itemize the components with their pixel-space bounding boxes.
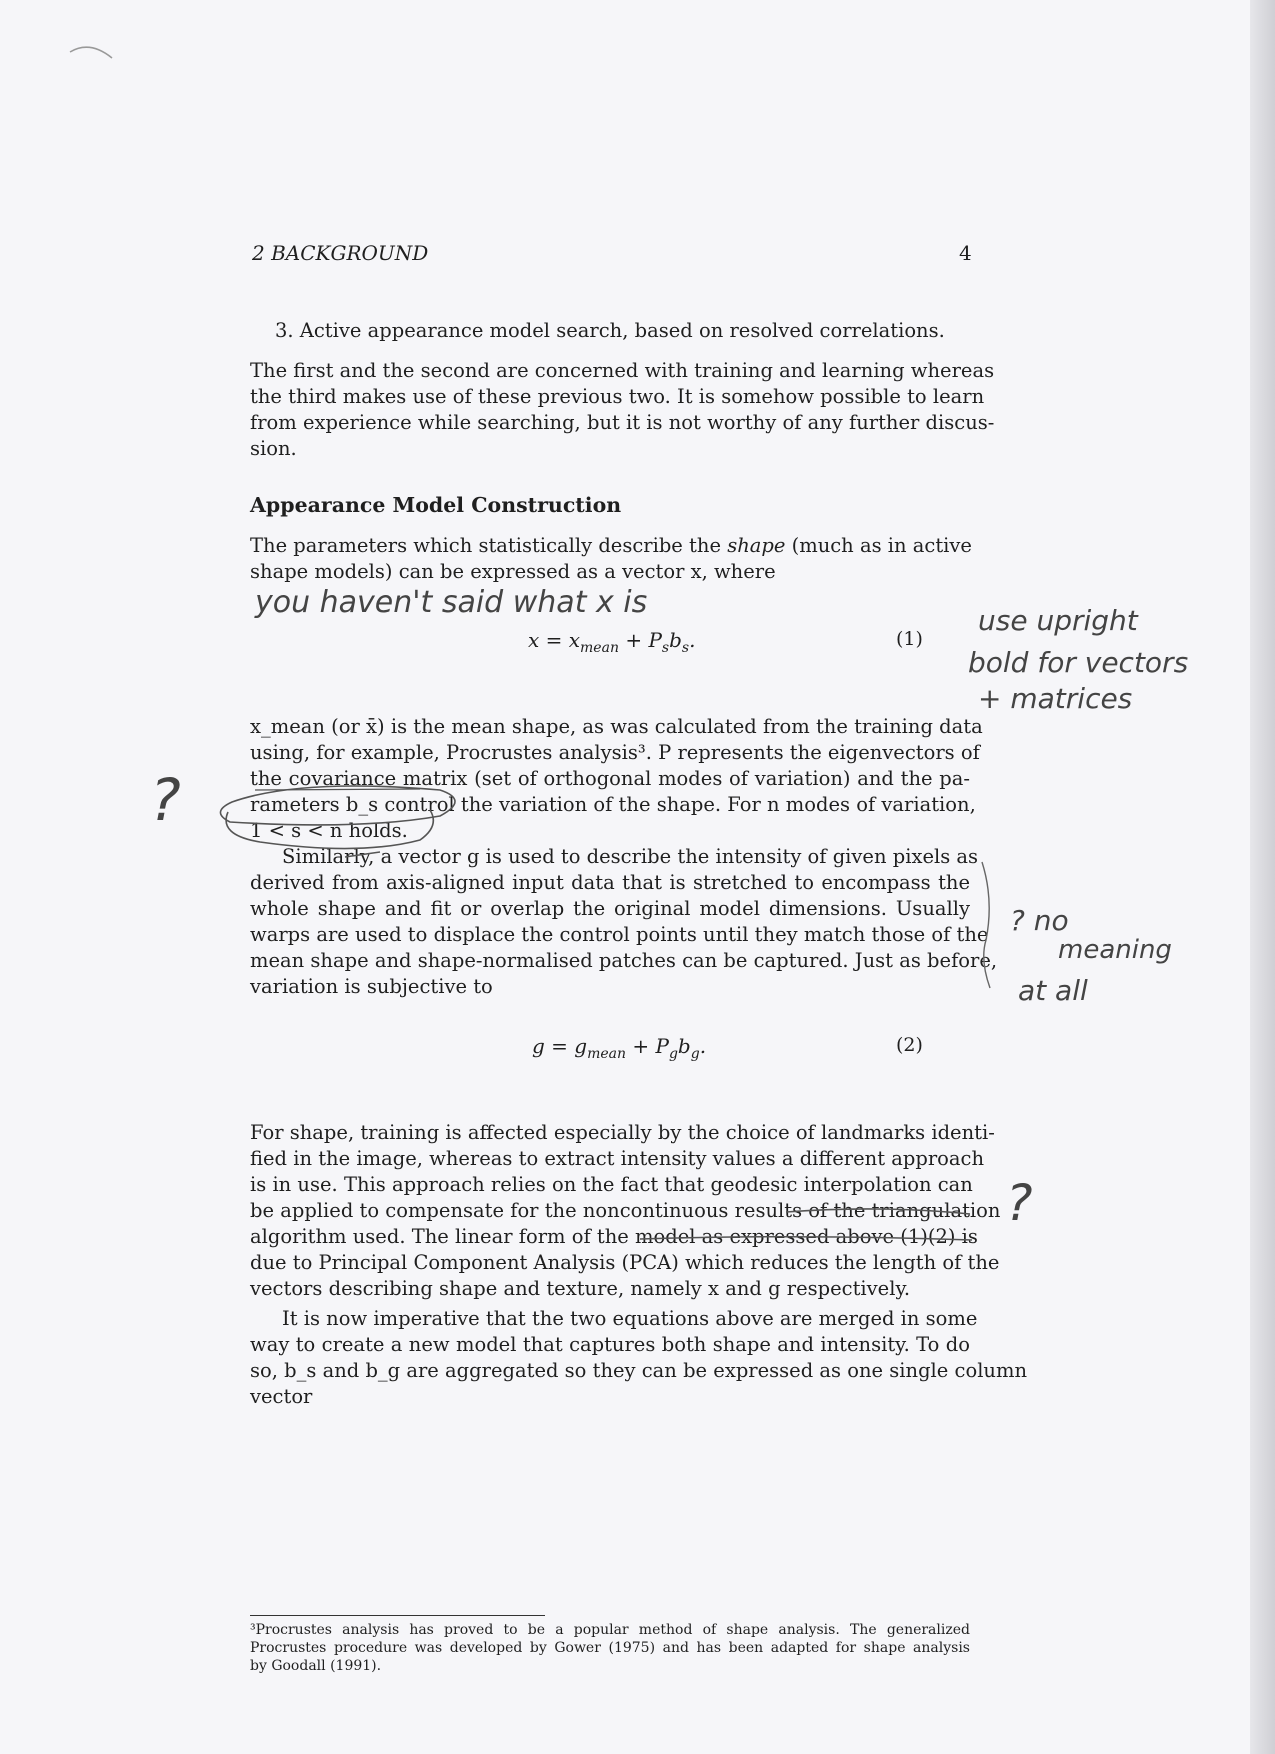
para1-line2: the third makes use of these previous two. It is somehow possible to learn — [250, 385, 985, 408]
para3-line1: x_mean (or x̄) is the mean shape, as was calculated from the training data — [250, 715, 983, 738]
running-header-section: 2 BACKGROUND — [252, 241, 429, 265]
para5-line6: due to Principal Component Analysis (PCA) which reduces the length of the — [250, 1251, 1000, 1274]
para5-line2: fied in the image, whereas to extract intensity values a different approach — [250, 1147, 985, 1170]
para3-line2: using, for example, Procrustes analysis³. P represents the eigenvectors of — [250, 741, 980, 764]
para5-line4: be applied to compensate for the noncontinuous results of the triangulation — [250, 1199, 1001, 1222]
handwritten-note-x-undefined: you haven't said what x is — [255, 585, 648, 620]
para4-line2: derived from axis-aligned input data that is stretched to encompass the — [250, 871, 970, 894]
para1-line3: from experience while searching, but it is not worthy of any further discus- — [250, 411, 995, 434]
para5-line3: is in use. This approach relies on the fact that geodesic interpolation can — [250, 1173, 973, 1196]
handwritten-question-mark-right: ? — [1006, 1174, 1033, 1232]
section-heading: Appearance Model Construction — [250, 493, 622, 517]
para3-line3: the covariance matrix (set of orthogonal modes of variation) and the pa- — [250, 767, 970, 790]
para3-line5: 1 < s < n holds. — [250, 819, 408, 842]
footnote-line3: by Goodall (1991). — [250, 1658, 382, 1674]
handwritten-note-no-meaning-line1: ? no — [1010, 904, 1069, 937]
para5-line5: algorithm used. The linear form of the model as expressed above (1)(2) is — [250, 1225, 978, 1248]
footnote-rule — [250, 1615, 545, 1616]
equation-1-number: (1) — [896, 628, 923, 650]
page-edge-shadow — [1250, 0, 1275, 1754]
para4-line5: mean shape and shape-normalised patches can be captured. Just as before, — [250, 949, 998, 972]
para1-line1: The first and the second are concerned with training and learning whereas — [250, 359, 995, 382]
equation-2: $g = g_{mean} + P_gb_g$. — [532, 1034, 707, 1062]
equation-1: $x = x_{mean} + P_sb_s$. — [528, 628, 696, 656]
handwritten-note-no-meaning-line2: meaning — [1058, 935, 1172, 965]
para3-line4: rameters b_s control the variation of the shape. For n modes of variation, — [250, 793, 976, 816]
para6-line2: way to create a new model that captures both shape and intensity. To do — [250, 1333, 970, 1356]
equation-2-number: (2) — [896, 1034, 923, 1056]
para1-line4: sion. — [250, 437, 297, 460]
para2-line1: The parameters which statistically describe the shape (much as in active — [250, 534, 972, 557]
list-item-3: 3. Active appearance model search, based on resolved correlations. — [275, 319, 945, 342]
handwritten-note-upright-line3: + matrices — [978, 682, 1133, 715]
footnote-line1: ³Procrustes analysis has proved to be a popular method of shape analysis. The generalized — [250, 1622, 970, 1638]
footnote-line2: Procrustes procedure was developed by Gower (1975) and has been adapted for shape analysis — [250, 1640, 970, 1656]
handwritten-question-mark-left: ? — [150, 766, 181, 834]
para5-line7: vectors describing shape and texture, namely x and g respectively. — [250, 1277, 911, 1300]
handwritten-note-no-meaning-line3: at all — [1018, 974, 1088, 1007]
handwritten-note-upright-line2: bold for vectors — [968, 646, 1189, 679]
page-number: 4 — [959, 241, 972, 265]
para6-line3: so, b_s and b_g are aggregated so they can be expressed as one single column — [250, 1359, 1028, 1382]
para4-line3: whole shape and fit or overlap the original model dimensions. Usually — [250, 897, 970, 920]
para4-line1: Similarly, a vector g is used to describe the intensity of given pixels as — [282, 845, 979, 868]
para2-line2: shape models) can be expressed as a vector x, where — [250, 560, 776, 583]
para6-line4: vector — [250, 1385, 313, 1408]
handwritten-note-upright-line1: use upright — [978, 604, 1138, 637]
para5-line1: For shape, training is affected especially by the choice of landmarks identi- — [250, 1121, 995, 1144]
para6-line1: It is now imperative that the two equations above are merged in some — [282, 1307, 978, 1330]
para4-line4: warps are used to displace the control points until they match those of the — [250, 923, 989, 946]
para4-line6: variation is subjective to — [250, 975, 493, 998]
